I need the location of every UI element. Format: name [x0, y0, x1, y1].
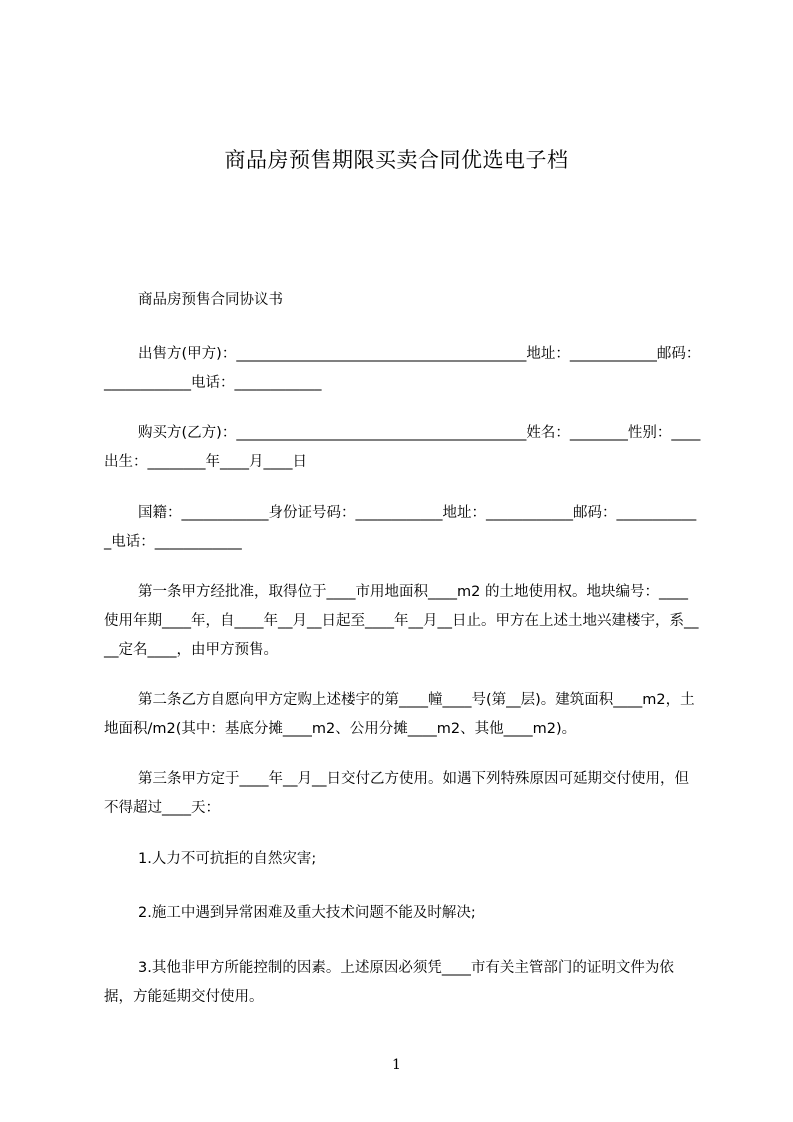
- buyer-identity: 国籍：____________身份证号码：____________地址：____________邮码：____________电话：____________: [104, 505, 697, 550]
- document-title: 商品房预售期限买卖合同优选电子档: [224, 148, 569, 172]
- clause-3-item-3: 3.其他非甲方所能控制的因素。上述原因必须凭____市有关主管部门的证明文件为依据，方能延期交付使用。: [104, 960, 674, 1005]
- clause-3: 第三条甲方定于____年__月__日交付乙方使用。如遇下列特殊原因可延期交付使用，但不得超过____天：: [104, 771, 689, 816]
- clause-2: 第二条乙方自愿向甲方定购上述楼宇的第____幢____号(第__层)。建筑面积____m2，土地面积/m2(其中：基底分摊____m2、公用分摊____m2、其他____m2)。: [104, 692, 695, 737]
- seller-info: 出售方(甲方)：________________________________________地址：____________邮码：____________电话：____________: [104, 346, 701, 391]
- agreement-heading: 商品房预售合同协议书: [138, 292, 283, 308]
- clause-3-item-1: 1.人力不可抗拒的自然灾害;: [138, 851, 317, 867]
- page-number: 1: [392, 1057, 401, 1073]
- buyer-info: 购买方(乙方)：________________________________________姓名：________性别：____出生：________年____月____日: [104, 425, 701, 470]
- clause-3-item-2: 2.施工中遇到异常困难及重大技术问题不能及时解决;: [138, 905, 476, 921]
- clause-1: 第一条甲方经批准，取得位于____市用地面积____m2 的土地使用权。地块编号：____使用年期____年，自____年__月__日起至____年__月__日止。甲方在上述土地兴建楼宇，系____定名____，由甲方预售。: [104, 584, 699, 658]
